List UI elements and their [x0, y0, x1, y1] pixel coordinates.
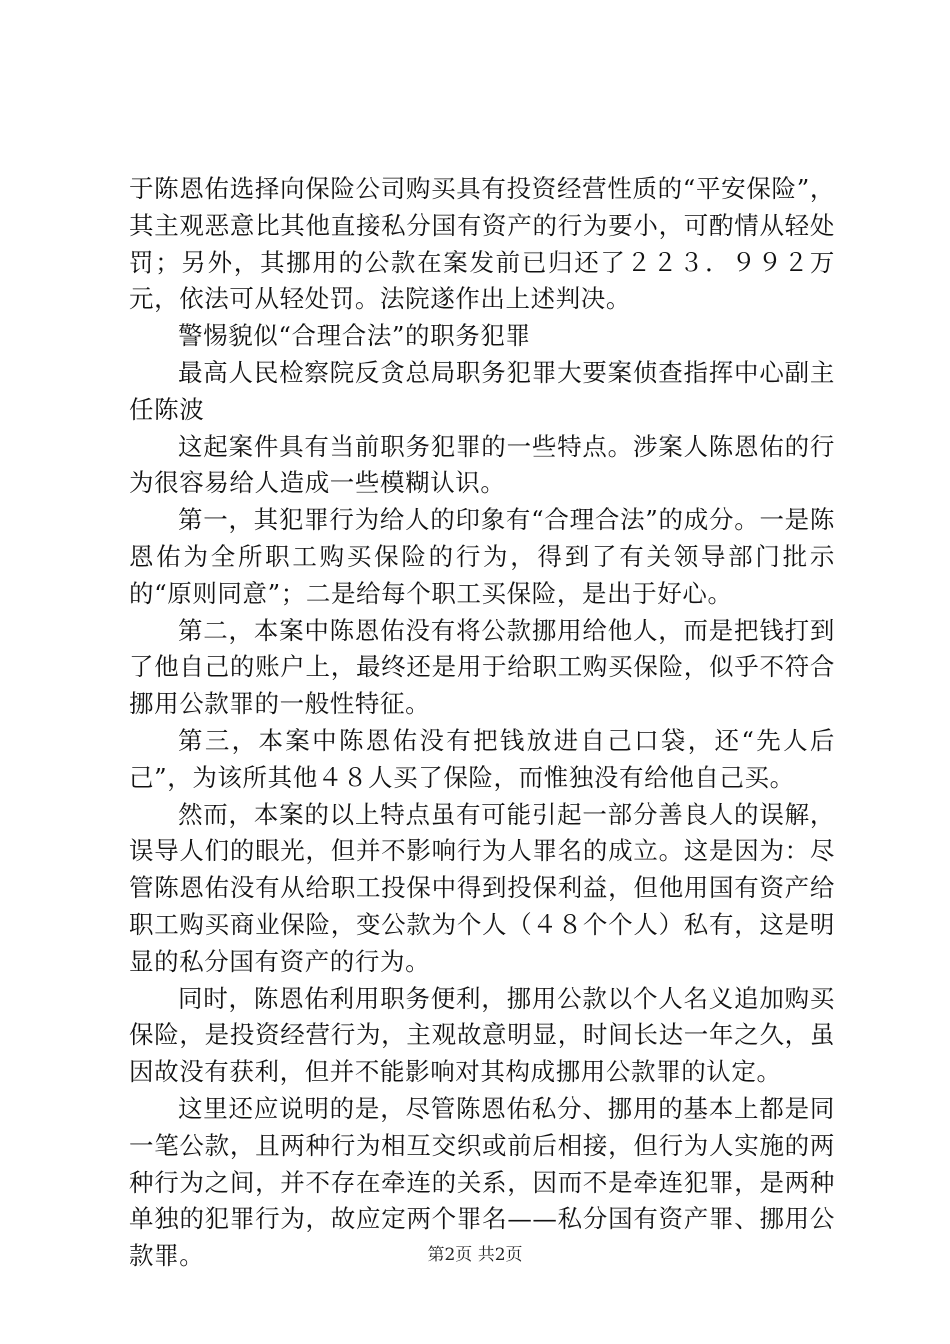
- paragraph-1: 于陈恩佑选择向保险公司购买具有投资经营性质的“平安保险”，其主观恶意比其他直接私分国有资产的行为要小，可酌情从轻处罚；另外，其挪用的公款在案发前已归还了２２３．９９２万元，依法可从轻处罚。法院遂作出上述判决。: [129, 174, 835, 314]
- section-heading: 警惕貌似“合理合法”的职务犯罪: [178, 321, 531, 351]
- paragraph-9: 同时，陈恩佑利用职务便利，挪用公款以个人名义追加购买保险，是投资经营行为，主观故意明显，时间长达一年之久，虽因故没有获利，但并不能影响对其构成挪用公款罪的认定。: [129, 983, 835, 1087]
- paragraph-10: 这里还应说明的是，尽管陈恩佑私分、挪用的基本上都是同一笔公款，且两种行为相互交织或前后相接，但行为人实施的两种行为之间，并不存在牵连的关系，因而不是牵连犯罪，是两种单独的犯罪行为，故应定两个罪名——私分国有资产罪、挪用公款罪。: [129, 1093, 835, 1271]
- author-line: 最高人民检察院反贪总局职务犯罪大要案侦查指挥中心副主任陈波: [129, 357, 835, 424]
- paragraph-6: 第二，本案中陈恩佑没有将公款挪用给他人，而是把钱打到了他自己的账户上，最终还是用于给职工购买保险，似乎不符合挪用公款罪的一般性特征。: [129, 615, 835, 719]
- paragraph-7: 第三，本案中陈恩佑没有把钱放进自己口袋，还“先人后己”，为该所其他４８人买了保险，而惟独没有给他自己买。: [129, 725, 835, 792]
- document-body: [129, 171, 835, 1275]
- paragraph-4: 这起案件具有当前职务犯罪的一些特点。涉案人陈恩佑的行为很容易给人造成一些模糊认识。: [129, 431, 835, 498]
- paragraph-8: 然而，本案的以上特点虽有可能引起一部分善良人的误解，误导人们的眼光，但并不影响行为人罪名的成立。这是因为：尽管陈恩佑没有从给职工投保中得到投保利益，但他用国有资产给职工购买商业保险，变公款为个人（４８个个人）私有，这是明显的私分国有资产的行为。: [129, 799, 835, 976]
- page-number-footer: 第2页 共2页: [427, 1245, 523, 1265]
- paragraph-5: 第一，其犯罪行为给人的印象有“合理合法”的成分。一是陈恩佑为全所职工购买保险的行为，得到了有关领导部门批示的“原则同意”；二是给每个职工买保险，是出于好心。: [129, 505, 835, 608]
